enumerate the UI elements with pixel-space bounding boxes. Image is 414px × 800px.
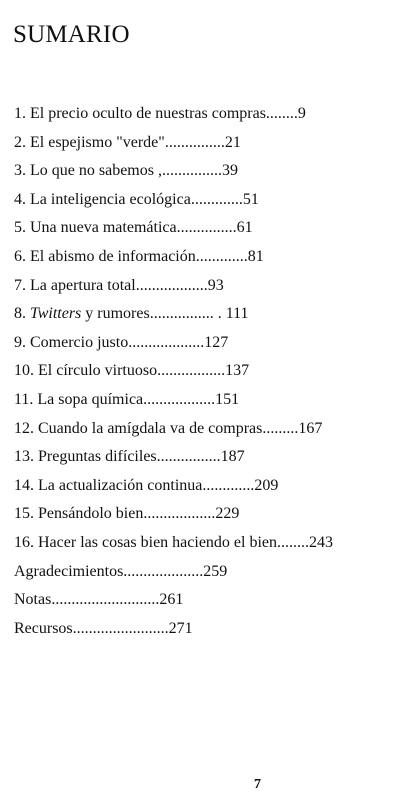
page-title: SUMARIO: [13, 21, 130, 48]
toc-leader-dots: ................ .: [149, 305, 222, 323]
toc-title: El espejismo "verde": [30, 133, 165, 151]
toc-entry: [14, 361, 333, 390]
toc-title: Recursos: [14, 619, 73, 637]
toc-title: Pensándolo bien: [38, 505, 144, 523]
toc-title: Agradecimientos: [14, 562, 124, 580]
toc-number: 12.: [14, 419, 34, 437]
toc-title: Comercio justo: [30, 333, 129, 351]
table-of-contents: [14, 104, 333, 647]
toc-number: 11.: [14, 390, 34, 408]
toc-page: 51: [242, 190, 259, 208]
toc-leader-dots: .............: [202, 476, 255, 494]
toc-page: 21: [224, 133, 241, 151]
toc-leader-dots: ...............: [176, 219, 237, 237]
toc-number: 8.: [14, 305, 26, 323]
toc-title: Cuando la amígdala va de compras: [38, 419, 263, 437]
toc-page: 167: [298, 419, 323, 437]
toc-entry: [14, 104, 333, 133]
toc-title: El precio oculto de nuestras compras: [30, 105, 266, 122]
toc-entry: [14, 133, 333, 162]
toc-page: 243: [309, 533, 334, 551]
toc-leader-dots: ........................: [72, 619, 169, 637]
toc-entry: [14, 619, 333, 648]
toc-entry: [14, 447, 333, 476]
toc-number: 1.: [14, 105, 26, 122]
toc-page: 229: [215, 505, 240, 523]
toc-entry: [14, 276, 333, 305]
toc-page: 271: [168, 619, 193, 637]
toc-number: 5.: [14, 219, 26, 237]
toc-leader-dots: ...................: [128, 333, 205, 351]
toc-entry: [14, 304, 333, 333]
toc-title-italic: Twitters: [30, 305, 82, 323]
toc-leader-dots: ...............: [161, 162, 222, 180]
toc-title: El círculo virtuoso: [38, 362, 158, 380]
toc-leader-dots: ................: [156, 448, 221, 466]
toc-number: 15.: [14, 505, 34, 523]
toc-page: 61: [236, 219, 253, 237]
toc-page: 111: [225, 305, 249, 323]
toc-leader-dots: ........: [265, 105, 298, 122]
toc-page: 127: [204, 333, 229, 351]
toc-number: 16.: [14, 533, 34, 551]
toc-page: 187: [220, 448, 245, 466]
toc-entry: [14, 218, 333, 247]
toc-entry: [14, 419, 333, 448]
toc-title-rest: y rumores: [81, 305, 150, 323]
toc-entry: [14, 333, 333, 362]
toc-page: 209: [254, 476, 279, 494]
toc-title: La apertura total: [30, 276, 136, 294]
toc-entry: [14, 247, 333, 276]
toc-title: [30, 305, 150, 322]
toc-page: 39: [221, 162, 238, 180]
toc-page: 93: [207, 276, 224, 294]
toc-number: 14.: [14, 476, 34, 494]
toc-leader-dots: ...........................: [51, 591, 160, 609]
toc-leader-dots: .............: [190, 190, 243, 208]
toc-leader-dots: ..................: [143, 390, 216, 408]
toc-title: Preguntas difíciles: [38, 448, 157, 466]
toc-title: Hacer las cosas bien haciendo el bien: [38, 533, 278, 551]
toc-entry: [14, 562, 333, 591]
toc-leader-dots: ..................: [135, 276, 208, 294]
toc-page: 9: [297, 105, 306, 122]
toc-leader-dots: .................: [157, 362, 226, 380]
toc-leader-dots: ...............: [164, 133, 225, 151]
toc-leader-dots: ........: [277, 533, 310, 551]
toc-entry: [14, 590, 333, 619]
toc-number: 6.: [14, 247, 26, 265]
toc-entry: [14, 476, 333, 505]
toc-leader-dots: ....................: [123, 562, 204, 580]
toc-entry: [14, 504, 333, 533]
toc-entry: [14, 533, 333, 562]
toc-page: 151: [215, 390, 240, 408]
toc-number: 3.: [14, 162, 26, 180]
toc-leader-dots: .............: [195, 247, 248, 265]
toc-leader-dots: .........: [262, 419, 299, 437]
toc-page: 261: [159, 591, 184, 609]
toc-title: Lo que no sabemos ,: [30, 162, 162, 180]
toc-title: Una nueva matemática: [30, 219, 177, 237]
toc-number: 9.: [14, 333, 26, 351]
toc-page: 81: [247, 247, 264, 265]
toc-number: 2.: [14, 133, 26, 151]
toc-title: El abismo de información: [30, 247, 196, 265]
toc-number: 10.: [14, 362, 34, 380]
toc-page: 137: [225, 362, 250, 380]
toc-title: Notas: [14, 591, 52, 609]
toc-page: 259: [203, 562, 228, 580]
toc-title: La inteligencia ecológica: [30, 190, 191, 208]
toc-entry: [14, 161, 333, 190]
toc-entry: [14, 390, 333, 419]
toc-entry: [14, 190, 333, 219]
toc-number: 7.: [14, 276, 26, 294]
toc-number: 13.: [14, 448, 34, 466]
toc-title: La sopa química: [37, 390, 144, 408]
toc-leader-dots: ..................: [143, 505, 216, 523]
toc-title: La actualización continua: [38, 476, 203, 494]
toc-number: 4.: [14, 190, 26, 208]
page-number: 7: [254, 777, 261, 792]
